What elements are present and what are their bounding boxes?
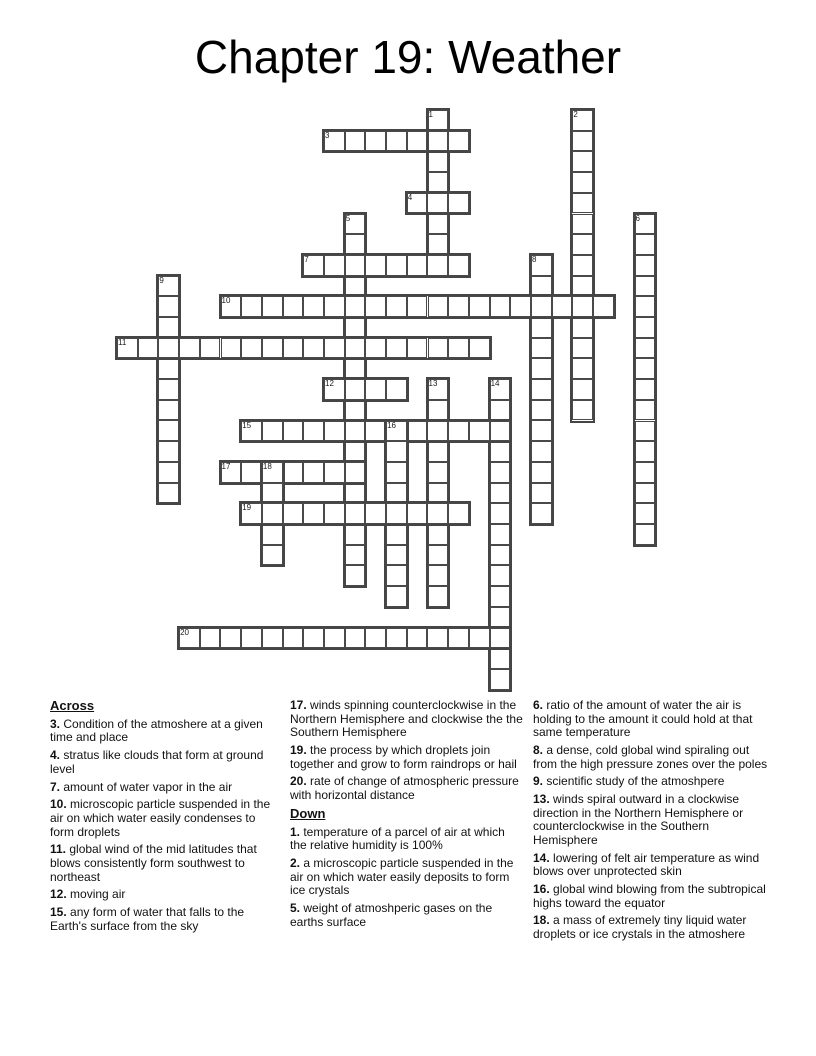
word-9-down: [156, 274, 181, 506]
grid-cell[interactable]: [345, 276, 366, 297]
grid-cell[interactable]: [158, 441, 179, 462]
grid-cell[interactable]: [386, 379, 407, 400]
clue-number: 8.: [533, 743, 544, 758]
grid-cell[interactable]: [572, 296, 593, 317]
grid-cell[interactable]: [490, 648, 511, 669]
grid-cell[interactable]: [428, 400, 449, 421]
clue-number: 1.: [290, 824, 301, 839]
clues-column-2: [290, 699, 523, 929]
grid-cell[interactable]: [531, 296, 552, 317]
grid-cell[interactable]: [490, 524, 511, 545]
grid-cell[interactable]: [572, 151, 593, 172]
grid-cell[interactable]: [428, 524, 449, 545]
grid-cell[interactable]: [345, 358, 366, 379]
grid-cell[interactable]: [324, 255, 345, 276]
word-20-across: [177, 626, 512, 651]
clue-item-16: 16. global wind blowing from the subtropical highs toward the equator: [533, 882, 766, 910]
grid-cell[interactable]: [428, 565, 449, 586]
grid-cell[interactable]: [158, 358, 179, 379]
grid-cell[interactable]: [428, 234, 449, 255]
grid-cell[interactable]: [345, 131, 366, 152]
word-2-down: [570, 108, 595, 423]
clue-item-5: 5. weight of atmoshperic gases on the earths surface: [290, 900, 493, 929]
grid-cell[interactable]: [531, 462, 552, 483]
clue-number: 9.: [533, 774, 544, 789]
cell-number: 7: [304, 254, 309, 264]
clue-number: 14.: [533, 850, 550, 865]
grid-cell[interactable]: [324, 296, 345, 317]
grid-cell[interactable]: [303, 296, 324, 317]
grid-cell[interactable]: [572, 358, 593, 379]
word-19-across: [239, 501, 471, 526]
grid-cell[interactable]: [303, 421, 324, 442]
down-clue-list: [290, 826, 523, 930]
grid-cell[interactable]: [635, 276, 656, 297]
grid-cell[interactable]: [324, 338, 345, 359]
across-header: Across: [50, 698, 95, 713]
across-clue-list: [50, 718, 280, 933]
grid-cell[interactable]: [365, 131, 386, 152]
clue-item-7: 7. amount of water vapor in the air: [50, 779, 233, 794]
grid-cell[interactable]: [345, 565, 366, 586]
grid-cell[interactable]: [345, 338, 366, 359]
grid-cell[interactable]: [490, 400, 511, 421]
grid-cell[interactable]: [241, 296, 262, 317]
grid-cell[interactable]: [531, 276, 552, 297]
grid-cell[interactable]: [386, 483, 407, 504]
grid-cell[interactable]: [635, 338, 656, 359]
grid-cell[interactable]: [572, 255, 593, 276]
grid-cell[interactable]: [427, 503, 448, 524]
grid-cell[interactable]: [365, 503, 386, 524]
grid-cell[interactable]: [428, 172, 449, 193]
clue-item-1: 1. temperature of a parcel of air at which the relative humidity is 100%: [290, 824, 505, 853]
grid-cell[interactable]: [490, 296, 511, 317]
grid-cell[interactable]: [490, 462, 511, 483]
down-clue-list-continued: [533, 699, 773, 942]
grid-cell[interactable]: [490, 669, 511, 690]
grid-cell[interactable]: [490, 441, 511, 462]
grid-cell[interactable]: [283, 338, 304, 359]
grid-cell[interactable]: [572, 234, 593, 255]
grid-cell[interactable]: [386, 503, 407, 524]
grid-cell[interactable]: [427, 193, 448, 214]
grid-cell[interactable]: [303, 462, 324, 483]
cell-number: 12: [325, 379, 334, 389]
grid-cell[interactable]: [428, 214, 449, 235]
clue-item-6: 6. ratio of the amount of water the air is holding to the amount it could hold at that same temperature: [533, 698, 753, 740]
grid-cell[interactable]: [345, 317, 366, 338]
grid-cell[interactable]: [427, 255, 448, 276]
grid-cell[interactable]: [428, 296, 449, 317]
grid-cell[interactable]: [572, 338, 593, 359]
grid-cell[interactable]: [158, 296, 179, 317]
grid-cell[interactable]: [427, 421, 448, 442]
grid-cell[interactable]: [262, 483, 283, 504]
grid-cell[interactable]: [138, 338, 159, 359]
clue-item-10: 10. microscopic particle suspended in the air on which water easily condenses to form droplets: [50, 797, 271, 839]
cell-number: 16: [387, 420, 396, 430]
grid-cell[interactable]: [386, 338, 407, 359]
grid-cell[interactable]: [345, 234, 366, 255]
word-3-across: [322, 129, 471, 154]
grid-cell[interactable]: [635, 358, 656, 379]
clue-number: 19.: [290, 743, 307, 758]
grid-cell[interactable]: [345, 296, 366, 317]
grid-cell[interactable]: [572, 172, 593, 193]
grid-cell[interactable]: [531, 338, 552, 359]
cell-number: 20: [180, 627, 189, 637]
grid-cell[interactable]: [158, 462, 179, 483]
grid-cell[interactable]: [158, 420, 179, 441]
grid-cell[interactable]: [283, 421, 304, 442]
word-13-down: [426, 377, 451, 609]
grid-cell[interactable]: [158, 400, 179, 421]
grid-cell[interactable]: [220, 628, 241, 649]
grid-cell[interactable]: [324, 462, 345, 483]
clue-item-19: 19. the process by which droplets join together and grow to form raindrops or hail: [290, 743, 517, 771]
grid-cell[interactable]: [531, 420, 552, 441]
clue-item-14: 14. lowering of felt air temperature as wind blows over unprotected skin: [533, 850, 760, 879]
grid-cell[interactable]: [572, 276, 593, 297]
grid-cell[interactable]: [407, 296, 428, 317]
grid-cell[interactable]: [572, 131, 593, 152]
across-clue-list-continued: [290, 699, 523, 803]
grid-cell[interactable]: [386, 628, 407, 649]
grid-cell[interactable]: [490, 421, 511, 442]
grid-cell[interactable]: [324, 503, 345, 524]
grid-cell[interactable]: [386, 586, 407, 607]
cell-number: 14: [490, 379, 500, 389]
grid-cell[interactable]: [303, 503, 324, 524]
grid-cell[interactable]: [158, 379, 179, 400]
grid-cell[interactable]: [427, 628, 448, 649]
grid-cell[interactable]: [365, 255, 386, 276]
grid-cell[interactable]: [386, 545, 407, 566]
grid-cell[interactable]: [490, 545, 511, 566]
grid-cell[interactable]: [345, 628, 366, 649]
grid-cell[interactable]: [407, 628, 428, 649]
grid-cell[interactable]: [345, 483, 366, 504]
grid-cell[interactable]: [428, 545, 449, 566]
grid-cell[interactable]: [635, 296, 656, 317]
grid-cell[interactable]: [386, 441, 407, 462]
clue-number: 11.: [50, 842, 67, 857]
grid-cell[interactable]: [635, 234, 656, 255]
cell-number: 17: [221, 461, 231, 471]
grid-cell[interactable]: [345, 462, 366, 483]
grid-cell[interactable]: [241, 462, 262, 483]
grid-cell[interactable]: [448, 193, 469, 214]
grid-cell[interactable]: [572, 400, 593, 421]
cell-number: 13: [428, 379, 438, 389]
grid-cell[interactable]: [179, 338, 200, 359]
word-4-across: [405, 191, 471, 216]
clue-item-8: 8. a dense, cold global wind spiraling out from the high pressure zones over the poles: [533, 743, 768, 771]
clue-number: 6.: [533, 698, 544, 712]
grid-cell[interactable]: [345, 441, 366, 462]
grid-cell[interactable]: [635, 524, 656, 545]
grid-cell[interactable]: [428, 483, 449, 504]
grid-cell[interactable]: [531, 441, 552, 462]
grid-cell[interactable]: [241, 628, 262, 649]
grid-cell[interactable]: [345, 545, 366, 566]
grid-cell[interactable]: [428, 586, 449, 607]
clue-number: 15.: [50, 904, 67, 919]
grid-cell[interactable]: [345, 400, 366, 421]
grid-cell[interactable]: [283, 503, 304, 524]
grid-cell[interactable]: [428, 462, 449, 483]
clue-number: 18.: [533, 913, 550, 928]
grid-cell[interactable]: [469, 421, 490, 442]
grid-cell[interactable]: [200, 628, 221, 649]
grid-cell[interactable]: [448, 628, 469, 649]
cell-number: 6: [635, 213, 640, 223]
grid-cell[interactable]: [635, 462, 656, 483]
grid-cell[interactable]: [490, 483, 511, 504]
clues-column-3: [533, 699, 773, 942]
grid-cell[interactable]: [407, 131, 428, 152]
grid-cell[interactable]: [345, 524, 366, 545]
grid-cell[interactable]: [324, 628, 345, 649]
grid-cell[interactable]: [490, 565, 511, 586]
clue-number: 12.: [50, 887, 67, 902]
grid-cell[interactable]: [407, 255, 428, 276]
grid-cell[interactable]: [345, 379, 366, 400]
grid-cell[interactable]: [386, 565, 407, 586]
clue-item-13: 13. winds spiral outward in a clockwise direction in the Northern Hemisphere or counterclockwise in the Southern Hemisphere: [533, 792, 744, 848]
clue-item-17: 17. winds spinning counterclockwise in the Northern Hemisphere and clockwise the the Southern Hemisphere: [290, 698, 523, 740]
grid-cell[interactable]: [448, 421, 469, 442]
grid-cell[interactable]: [303, 628, 324, 649]
word-7-across: [301, 253, 471, 278]
grid-cell[interactable]: [428, 131, 449, 152]
grid-cell[interactable]: [365, 628, 386, 649]
clues-column-1: [50, 699, 280, 933]
clue-item-18: 18. a mass of extremely tiny liquid water droplets or ice crystals in the atmoshere: [533, 913, 747, 942]
clue-item-20: 20. rate of change of atmospheric pressure with horizontal distance: [290, 774, 519, 803]
grid-cell[interactable]: [572, 317, 593, 338]
clue-number: 2.: [290, 855, 301, 870]
clue-number: 5.: [290, 900, 301, 915]
grid-cell[interactable]: [428, 338, 449, 359]
grid-cell[interactable]: [448, 338, 469, 359]
grid-cell[interactable]: [283, 628, 304, 649]
clue-number: 10.: [50, 797, 67, 812]
grid-cell[interactable]: [490, 628, 511, 649]
clue-item-2: 2. a microscopic particle suspended in the air on which water easily deposits to form ice crystals: [290, 855, 514, 898]
grid-cell[interactable]: [158, 317, 179, 338]
clue-number: 4.: [50, 748, 61, 763]
grid-cell[interactable]: [262, 545, 283, 566]
grid-cell[interactable]: [448, 503, 469, 524]
grid-cell[interactable]: [635, 379, 656, 400]
grid-cell[interactable]: [469, 628, 490, 649]
crossword-grid: [117, 110, 655, 690]
grid-cell[interactable]: [469, 296, 490, 317]
cell-number: 5: [345, 213, 351, 223]
grid-cell[interactable]: [386, 255, 407, 276]
grid-cell[interactable]: [283, 462, 304, 483]
word-17-across: [219, 460, 368, 485]
grid-cell[interactable]: [262, 628, 283, 649]
grid-cell[interactable]: [635, 255, 656, 276]
page-title: Chapter 19: Weather: [194, 31, 622, 83]
clue-number: 16.: [533, 882, 550, 897]
cell-number: 18: [262, 461, 272, 471]
grid-cell[interactable]: [365, 379, 386, 400]
grid-cell[interactable]: [365, 338, 386, 359]
grid-cell[interactable]: [531, 358, 552, 379]
word-12-across: [322, 377, 409, 402]
grid-cell[interactable]: [448, 255, 469, 276]
grid-cell[interactable]: [345, 503, 366, 524]
grid-cell[interactable]: [303, 338, 324, 359]
grid-cell[interactable]: [158, 483, 179, 504]
grid-cell[interactable]: [635, 503, 656, 524]
word-6-down: [633, 212, 658, 547]
grid-cell[interactable]: [490, 607, 511, 628]
grid-cell[interactable]: [531, 503, 552, 524]
grid-cell[interactable]: [531, 400, 552, 421]
grid-cell[interactable]: [448, 131, 469, 152]
clue-number: 7.: [50, 779, 61, 794]
clue-number: 13.: [533, 792, 550, 807]
grid-cell[interactable]: [407, 503, 428, 524]
grid-cell[interactable]: [262, 524, 283, 545]
grid-cell[interactable]: [386, 462, 407, 483]
grid-cell[interactable]: [221, 338, 242, 359]
grid-cell[interactable]: [324, 421, 345, 442]
grid-cell[interactable]: [407, 338, 428, 359]
clue-number: 17.: [290, 698, 307, 712]
grid-cell[interactable]: [158, 338, 179, 359]
clue-item-4: 4. stratus like clouds that form at ground level: [50, 748, 264, 776]
grid-cell[interactable]: [635, 421, 656, 442]
grid-cell[interactable]: [428, 441, 449, 462]
grid-cell[interactable]: [635, 317, 656, 338]
cell-number: 11: [118, 337, 127, 347]
clue-number: 3.: [50, 716, 61, 731]
grid-cell[interactable]: [490, 586, 511, 607]
word-15-across: [239, 419, 512, 444]
clue-number: 20.: [290, 774, 307, 789]
grid-cell[interactable]: [386, 131, 407, 152]
grid-cell[interactable]: [531, 317, 552, 338]
grid-cell[interactable]: [241, 338, 262, 359]
grid-cell[interactable]: [635, 400, 656, 421]
grid-cell[interactable]: [572, 193, 593, 214]
cell-number: 8: [532, 254, 537, 264]
clue-item-11: 11. global wind of the mid latitudes that blows consistently form southwest to northeast: [50, 842, 257, 884]
grid-cell[interactable]: [635, 483, 656, 504]
cell-number: 19: [242, 503, 252, 513]
cell-number: 9: [159, 275, 164, 285]
word-10-across: [219, 294, 616, 319]
word-11-across: [115, 336, 492, 361]
grid-cell[interactable]: [572, 214, 593, 235]
cell-number: 15: [242, 420, 252, 430]
grid-cell[interactable]: [262, 296, 283, 317]
grid-cell[interactable]: [200, 338, 221, 359]
clue-item-15: 15. any form of water that falls to the Earth's surface from the sky: [50, 904, 245, 933]
grid-cell[interactable]: [407, 421, 428, 442]
cell-number: 4: [407, 192, 413, 202]
cell-number: 2: [573, 110, 578, 119]
grid-cell[interactable]: [262, 503, 283, 524]
down-header: Down: [290, 805, 326, 821]
clue-item-3: 3. Condition of the atmoshere at a given time and place: [50, 716, 263, 745]
grid-cell[interactable]: [365, 421, 386, 442]
clue-item-9: 9. scientific study of the atmoshpere: [533, 774, 725, 789]
cell-number: 1: [428, 110, 433, 119]
clue-item-12: 12. moving air: [50, 887, 126, 902]
grid-cell[interactable]: [635, 441, 656, 462]
grid-cell[interactable]: [262, 338, 283, 359]
grid-cell[interactable]: [510, 296, 531, 317]
grid-cell[interactable]: [531, 483, 552, 504]
grid-cell[interactable]: [283, 296, 304, 317]
cell-number: 3: [325, 130, 330, 140]
grid-cell[interactable]: [345, 255, 366, 276]
grid-cell[interactable]: [572, 379, 593, 400]
grid-cell[interactable]: [428, 151, 449, 172]
grid-cell[interactable]: [593, 296, 614, 317]
grid-cell[interactable]: [531, 379, 552, 400]
grid-cell[interactable]: [552, 296, 573, 317]
grid-cell[interactable]: [469, 338, 490, 359]
grid-cell[interactable]: [448, 296, 469, 317]
grid-cell[interactable]: [365, 296, 386, 317]
grid-cell[interactable]: [386, 296, 407, 317]
grid-cell[interactable]: [345, 421, 366, 442]
grid-cell[interactable]: [386, 524, 407, 545]
cell-number: 10: [221, 296, 231, 306]
grid-cell[interactable]: [262, 421, 283, 442]
grid-cell[interactable]: [490, 503, 511, 524]
